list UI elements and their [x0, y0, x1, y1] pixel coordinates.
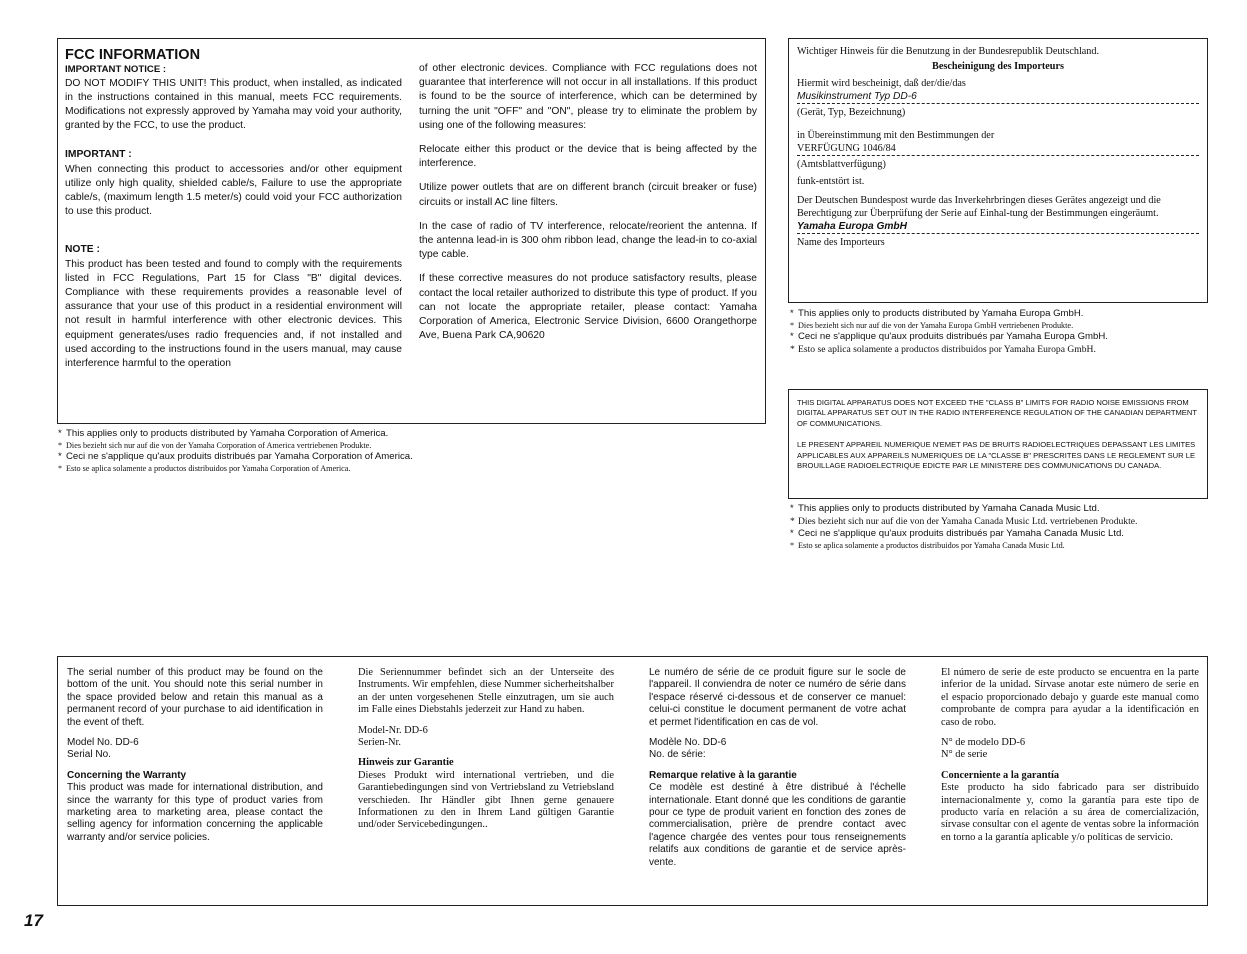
model-number: Model No. DD-6: [67, 737, 139, 749]
important-notice-heading: IMPORTANT NOTICE :: [65, 64, 167, 75]
europe-footnotes: [790, 308, 1210, 356]
device-type: Musikinstrument Typ DD-6: [797, 90, 1199, 104]
canada-notice-fr: LE PRESENT APPAREIL NUMERIQUE N'EMET PAS DE BRUITS RADIOELECTRIQUES DEPASSANT LES LIMITES APPLICABLES AUX APPAREILS NUMERIQUES DE LA "CLASSE B" PRESCRITES DANS LE REGLEMENT SUR LE BROUILLAGE RADIOELECTRIQUE EDICTE PAR LE MINISTERE DES COMMUNICATIONS DU CANADA.: [797, 440, 1196, 471]
canada-footnotes: [790, 503, 1210, 551]
serial-text: The serial number of this product may be found on the bottom of the unit. You should note this serial number in the space provided below and retain this manual as a permanent record of your purchase to aid identification in the event of theft.: [67, 667, 323, 728]
note-heading: NOTE :: [65, 244, 100, 256]
serial-text: Die Seriennummer befindet sich an der Unterseite des Instruments. Wir empfehlen, diese Nummer sicherheitshalber an der unten vorgesehenen Stelle einzutragen, um sie auch im Falle eines Diebstahls jederzeit zur Hand zu haben.: [358, 667, 614, 716]
warranty-heading: Remarque relative à la garantie: [649, 769, 797, 781]
serial-number-label: Serial No.: [67, 749, 111, 761]
canada-notice-en: THIS DIGITAL APPARATUS DOES NOT EXCEED THE "CLASS B" LIMITS FOR RADIO NOISE EMISSIONS FROM DIGITAL APPARATUS SET OUT IN THE RADIO INTERFERENCE REGULATION OF THE CANADIAN DEPARTMENT OF COMMUNICATIONS.: [797, 398, 1197, 428]
measure-relocate: Relocate either this product or the device that is being affected by the interference.: [419, 144, 757, 170]
footnote-de: * Dies bezieht sich nur auf die von der Yamaha Europa GmbH vertriebenen Produkte.: [790, 321, 1210, 332]
warranty-text: Este producto ha sido fabricado para ser distribuido internacionalmente y, como la garantía para este tipo de producto varía en relación a su área de comercialización, sírvase consultar con el agente de ventas sobre la información en torno a la garantía aplicable y/o políticas de servicio.: [941, 782, 1199, 843]
footnote-es: * Esto se aplica solamente a productos distribuidos por Yamaha Europa GmbH.: [790, 344, 1210, 357]
measure-antenna: In the case of radio of TV interference, relocate/reorient the antenna. If the antenna lead-in is 300 ohm ribbon lead, change the lead-in to co-axial type cable.: [419, 220, 757, 261]
serial-number-label: Serien-Nr.: [358, 737, 401, 749]
warranty-heading: Concerning the Warranty: [67, 769, 187, 781]
note-text: This product has been tested and found to comply with the requirements listed in FCC Regulations, Part 15 for Class "B" digital devices. Compliance with these requirements provides a reasonable level of assurance that your use of this product in a residential environment will not result in harmful interference with other electronic devices. This equipment generates/uses radio frequencies and, if not installed and used according to the instructions found in the users manual, may cause interference harmful to the operation: [65, 258, 402, 370]
fcc-right-column: [419, 62, 757, 343]
important-text: When connecting this product to accessories and/or other equipment utilize only high quality, shielded cable/s, Failure to use the appropriate cable/s, (maximum length 1.5 meter/s) could void your FCC authorization to use this product.: [65, 163, 402, 218]
measure-outlets: Utilize power outlets that are on different branch (circuit breaker or fuse) circuits or install AC line filters.: [419, 182, 757, 208]
certificate-line1: Hiermit wird bescheinigt, daß der/die/das: [797, 78, 966, 89]
warranty-text: This product was made for international distribution, and since the warranty for this type of product varies from marketing area to marketing area, please contact the selling agency for information concerning the applicable warranty and/or service policies.: [67, 782, 323, 843]
importer-name: Yamaha Europa GmbH: [797, 220, 1199, 234]
warranty-heading: Hinweis zur Garantie: [358, 757, 454, 769]
canada-notice-box: [788, 389, 1208, 499]
serial-text: El número de serie de este producto se encuentra en la parte inferior de la unidad. Sírvase anotar este número de serie en el espacio proporcionado debajo y guarde este manual como comprobante de compra para ayudar a la identificación en caso de robo.: [941, 667, 1199, 728]
footnote-es: * Esto se aplica solamente a productos distribuidos por Yamaha Canada Music Ltd.: [790, 541, 1210, 552]
footnote-de: * Dies bezieht sich nur auf die von der Yamaha Canada Music Ltd. vertriebenen Produkte.: [790, 516, 1210, 529]
certificate-paragraph: Der Deutschen Bundespost wurde das Inverkehrbringen dieses Gerätes angezeigt und die Berechtigung zur Überprüfung der Serie auf Einhal-tung der Bestimmungen eingeräumt.: [797, 195, 1161, 219]
model-number: Modèle No. DD-6: [649, 737, 727, 749]
measure-contact-retailer: If these corrective measures do not produce satisfactory results, please contact the local retailer authorized to distribute this type of product. If you can not locate the appropriate retailer, please contact: Yamaha Corporation of America, Electronic Service Division, 6600 Orangethorpe Ave, Buena Park CA,90620: [419, 273, 757, 342]
serial-number-label: N° de serie: [941, 749, 988, 761]
warranty-text: Ce modèle est destiné à être distribué à l'échelle internationale. Etant donné que les conditions de garantie pour ce type de produit varient en fonction des zones de commercialisation, prière de prendre contact avec l'agence chargée des ventes pour tous renseignements relatifs aux conditions de garantie et de service après-vente.: [649, 782, 906, 868]
serial-column-fr: [649, 667, 906, 869]
regulation-caption: (Amtsblattverfügung): [797, 159, 886, 170]
german-notice: Wichtiger Hinweis für die Benutzung in der Bundesrepublik Deutschland.: [797, 46, 1100, 57]
fcc-information-box: [57, 38, 766, 424]
regulation-number: VERFÜGUNG 1046/84: [797, 142, 1199, 156]
serial-text: Le numéro de série de ce produit figure sur le socle de l'appareil. Il conviendra de noter ce numéro de série dans l'espace réservé ci-dessous et de conserver ce manuel: celui-ci constitue le document permanent de votre achat et permet l'identification en cas de vol.: [649, 667, 906, 728]
footnote-en: * This applies only to products distributed by Yamaha Canada Music Ltd.: [790, 503, 1210, 516]
serial-column-es: [941, 667, 1199, 844]
warranty-heading: Concerniente a la garantía: [941, 769, 1060, 781]
fcc-footnotes: [58, 428, 758, 474]
importer-certificate-box: [788, 38, 1208, 303]
model-number: Model-Nr. DD-6: [358, 724, 428, 736]
model-number: N° de modelo DD-6: [941, 737, 1026, 749]
certificate-line2: in Übereinstimmung mit den Bestimmungen der: [797, 130, 995, 141]
serial-number-label: No. de série:: [649, 749, 706, 761]
footnote-es: * Esto se aplica solamente a productos distribuidos por Yamaha Corporation of America.: [58, 464, 758, 475]
fcc-compliance-text: of other electronic devices. Compliance with FCC regulations does not guarantee that interference will not occur in all installations. If this product is found to be the source of interference, which can be determined by turning the unit "OFF" and "ON", please try to eliminate the problem by using one of the following measures:: [419, 63, 757, 131]
footnote-fr: * Ceci ne s'applique qu'aux produits distribués par Yamaha Corporation of America.: [58, 451, 758, 464]
serial-number-box: [57, 656, 1208, 906]
fcc-title: FCC INFORMATION: [65, 47, 201, 63]
device-type-caption: (Gerät, Typ, Bezeichnung): [797, 107, 906, 118]
footnote-fr: * Ceci ne s'applique qu'aux produits distribués par Yamaha Canada Music Ltd.: [790, 528, 1210, 541]
importer-certificate-heading: Bescheinigung des Importeurs: [932, 61, 1064, 72]
importer-caption: Name des Importeurs: [797, 237, 885, 248]
serial-column-en: [67, 667, 323, 844]
warranty-text: Dieses Produkt wird international vertrieben, und die Garantiebedingungen sind von Vertriebsland zu Vetriebsland verschieden. Ihr Händler gibt Ihnen gerne genauere Informationen zu den in Ihrem Land gültigen Garantie und/oder Servicebedingungen..: [358, 769, 614, 831]
serial-column-de: [358, 667, 614, 832]
footnote-en: * This applies only to products distributed by Yamaha Corporation of America.: [58, 428, 758, 441]
footnote-en: * This applies only to products distributed by Yamaha Europa GmbH.: [790, 308, 1210, 321]
important-notice-text: DO NOT MODIFY THIS UNIT! This product, when installed, as indicated in the instructions contained in this manual, meets FCC requirements. Modifications not expressly approved by Yamaha may void your authority, granted by the FCC, to use the product.: [65, 77, 402, 132]
page-number: 17: [24, 911, 43, 930]
fcc-left-column: [65, 47, 402, 371]
footnote-de: * Dies bezieht sich nur auf die von der Yamaha Corporation of America vertriebenen Produkte.: [58, 441, 758, 452]
footnote-fr: * Ceci ne s'applique qu'aux produits distribués par Yamaha Europa GmbH.: [790, 331, 1210, 344]
certificate-line3: funk-entstört ist.: [797, 176, 865, 187]
important-heading: IMPORTANT :: [65, 149, 132, 161]
